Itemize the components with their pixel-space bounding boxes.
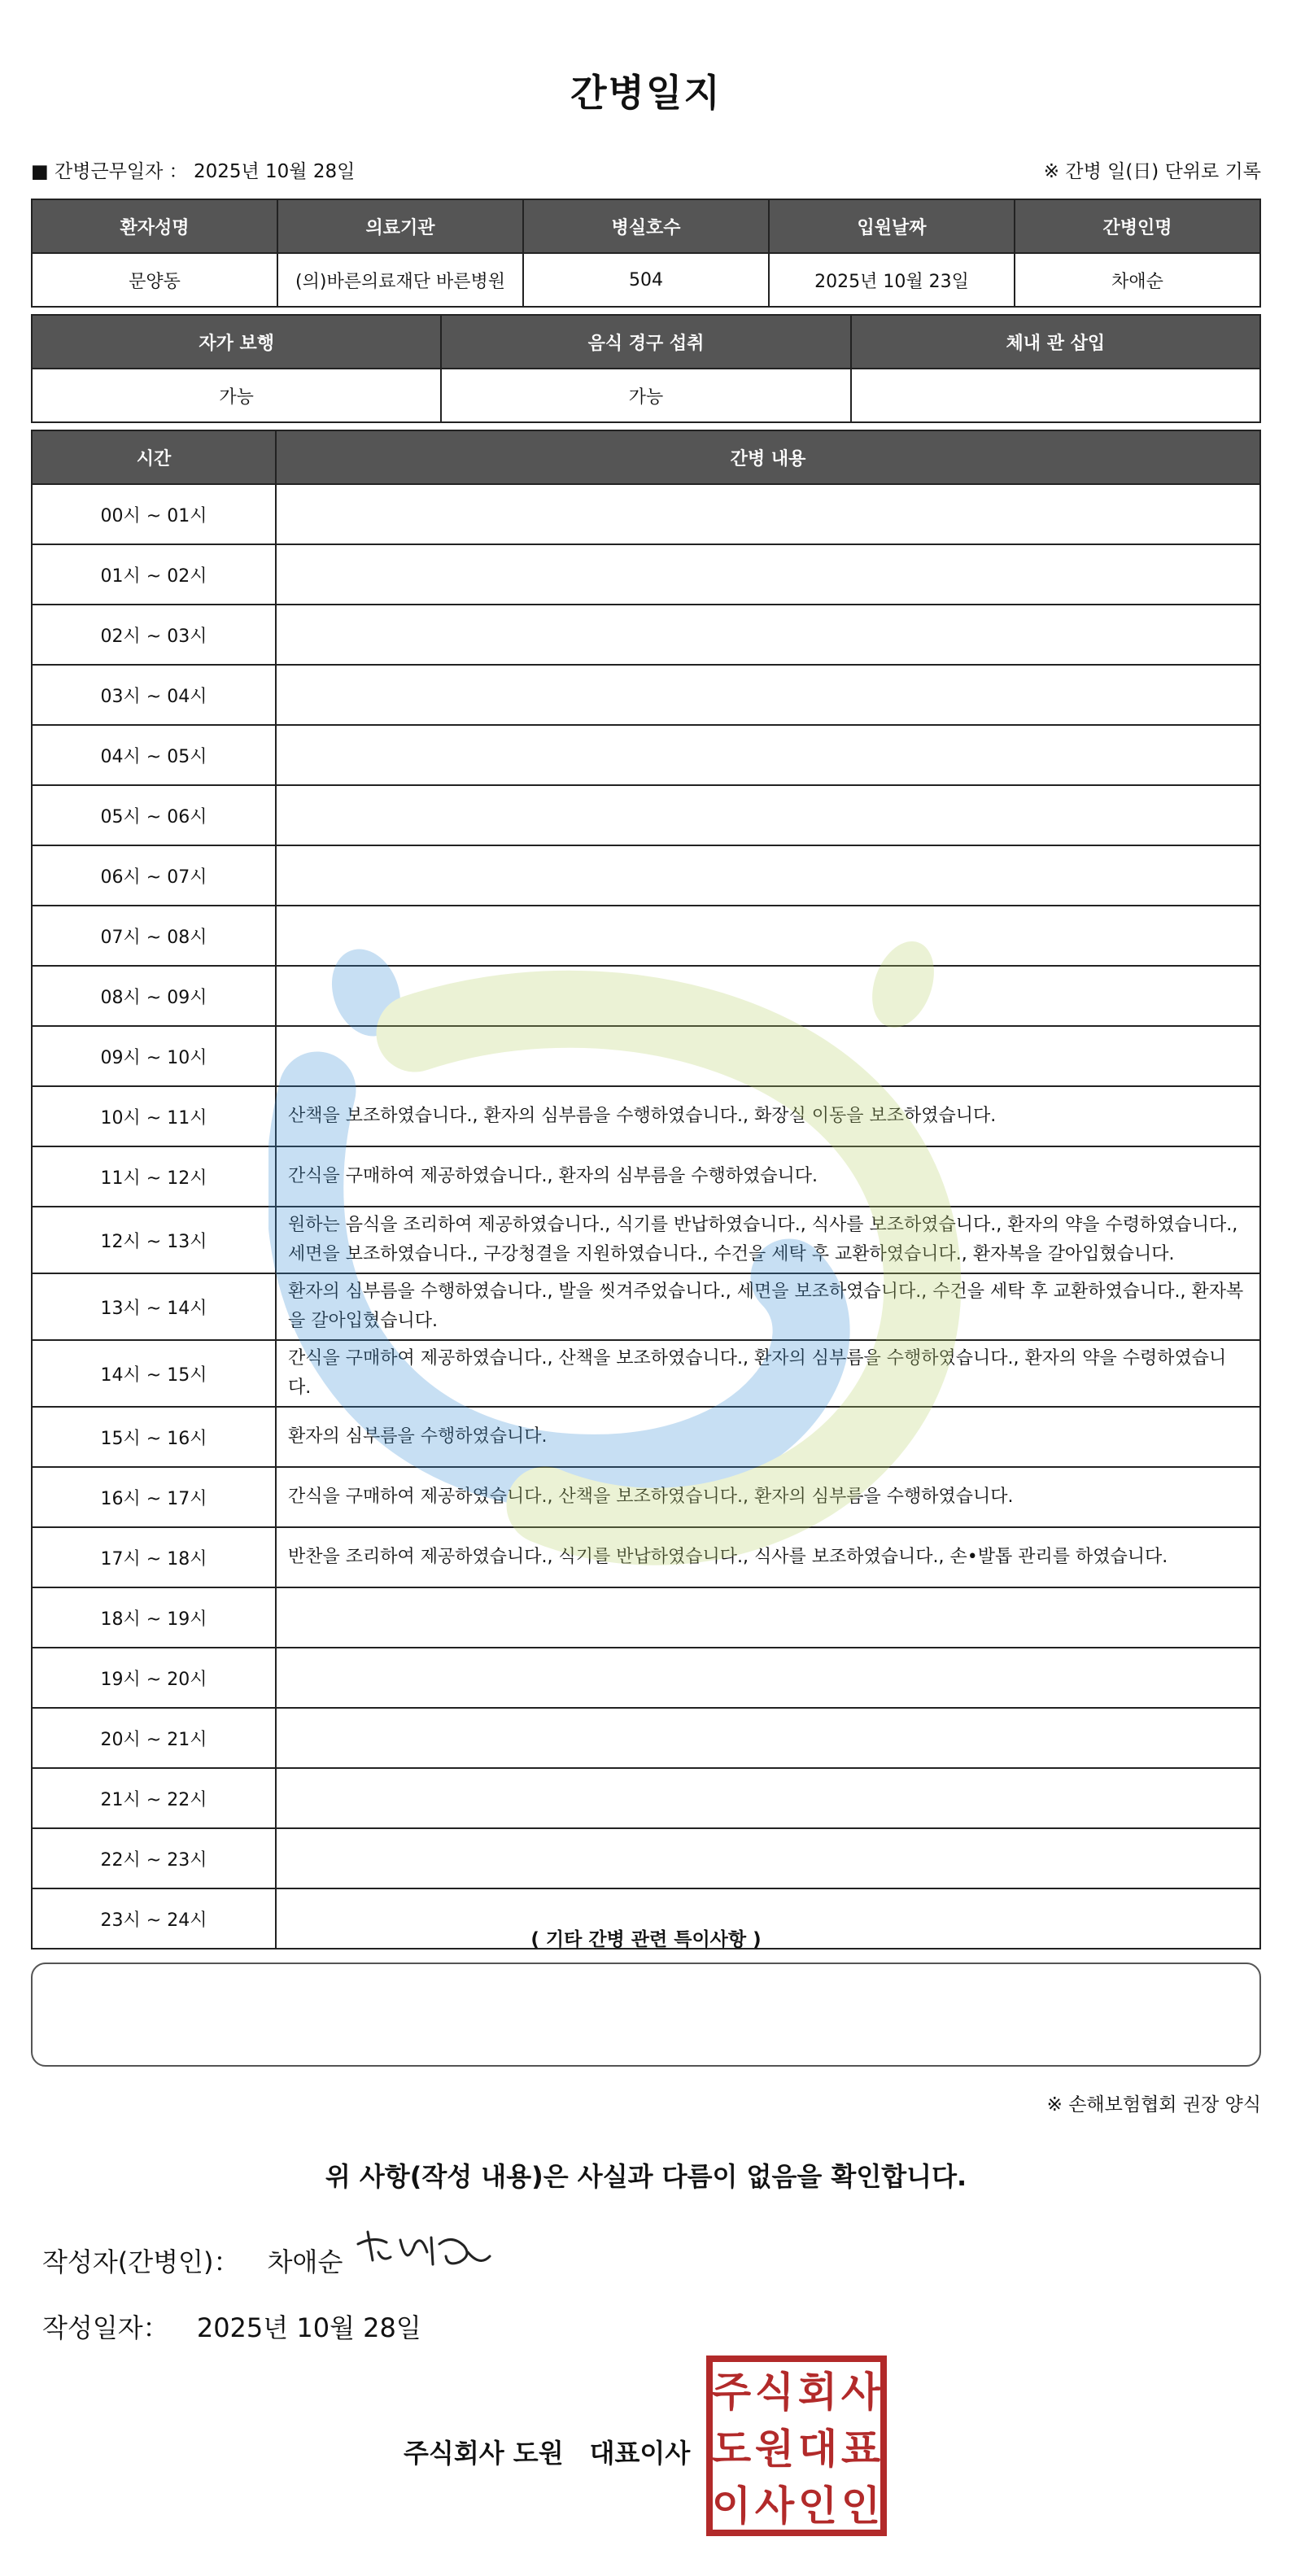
log-row [32, 1648, 1260, 1708]
log-row [32, 1207, 1260, 1273]
header-admission-date: 입원날짜 [769, 199, 1015, 253]
log-time: 22시 ~ 23시 [32, 1828, 276, 1888]
log-time: 02시 ~ 03시 [32, 605, 276, 665]
seal-character: 인 [797, 2482, 838, 2530]
header-time: 시간 [32, 430, 276, 484]
log-row [32, 1273, 1260, 1340]
header-care-content: 간병 내용 [276, 430, 1260, 484]
seal-character: 원 [754, 2425, 795, 2473]
walking-value: 가능 [32, 369, 441, 422]
log-content [276, 906, 1260, 966]
date-value: 2025년 10월 28일 [196, 2312, 421, 2343]
log-row [32, 1407, 1260, 1467]
remarks-title: ( 기타 간병 관련 특이사항 ) [530, 1929, 762, 1950]
log-row [32, 544, 1260, 605]
seal-character: 회 [797, 2369, 838, 2416]
log-time: 00시 ~ 01시 [32, 484, 276, 544]
author-row [42, 2242, 343, 2279]
oral-intake-value: 가능 [441, 369, 850, 422]
log-time: 04시 ~ 05시 [32, 725, 276, 785]
seal-character: 이 [711, 2482, 752, 2530]
tube-value [851, 369, 1260, 422]
log-row [32, 845, 1260, 906]
log-row [32, 1340, 1260, 1407]
company-seal-icon [706, 2356, 887, 2536]
log-content [276, 605, 1260, 665]
patient-name: 문양동 [32, 253, 277, 307]
log-time: 15시 ~ 16시 [32, 1407, 276, 1467]
patient-status-table [31, 314, 1261, 423]
log-content [276, 1026, 1260, 1086]
log-content [276, 544, 1260, 605]
log-content: 간식을 구매하여 제공하였습니다., 산책을 보조하였습니다., 환자의 심부름을 수행하였습니다., 환자의 약을 수령하였습니다. [276, 1340, 1260, 1407]
company-ceo: 주식회사 도원 대표이사 [404, 2438, 691, 2469]
log-time: 16시 ~ 17시 [32, 1467, 276, 1527]
log-time: 08시 ~ 09시 [32, 966, 276, 1026]
seal-character: 사 [754, 2482, 795, 2530]
log-content: 환자의 심부름을 수행하였습니다., 발을 씻겨주었습니다., 세면을 보조하였습니다., 수건을 세탁 후 교환하였습니다., 환자복을 갈아입혔습니다. [276, 1273, 1260, 1340]
log-row [32, 484, 1260, 544]
seal-character: 인 [840, 2482, 881, 2530]
header-hospital: 의료기관 [277, 199, 523, 253]
log-content [276, 665, 1260, 725]
unit-note: ※ 간병 일(日) 단위로 기록 [1043, 161, 1261, 182]
log-content: 원하는 음식을 조리하여 제공하였습니다., 식기를 반납하였습니다., 식사를 보조하였습니다., 환자의 약을 수령하였습니다., 세면을 보조하였습니다., 구강청결을 지원하였습니다., 수건을 세탁 후 교환하였습니다., 환자복을 갈아입혔습니다. [276, 1207, 1260, 1273]
hospital-name: (의)바른의료재단 바른병원 [277, 253, 523, 307]
log-row [32, 1587, 1260, 1648]
header-oral-intake: 음식 경구 섭취 [441, 315, 850, 369]
author-label: 작성자(간병인)： [42, 2246, 240, 2277]
log-row [32, 966, 1260, 1026]
date-label: 작성일자： [42, 2312, 169, 2343]
log-time: 14시 ~ 15시 [32, 1340, 276, 1407]
room-number: 504 [523, 253, 769, 307]
log-row [32, 1708, 1260, 1768]
log-time: 01시 ~ 02시 [32, 544, 276, 605]
log-content [276, 1587, 1260, 1648]
log-time: 19시 ~ 20시 [32, 1648, 276, 1708]
written-date-row [42, 2307, 421, 2345]
log-row [32, 1828, 1260, 1888]
log-content [276, 845, 1260, 906]
log-content [276, 966, 1260, 1026]
status-value-row [32, 369, 1260, 422]
log-row [32, 906, 1260, 966]
log-time: 23시 ~ 24시 [32, 1888, 276, 1949]
log-content [276, 1648, 1260, 1708]
seal-character: 식 [754, 2369, 795, 2416]
seal-character: 사 [840, 2369, 881, 2416]
work-date: ■ 간병근무일자 ： 2025년 10월 28일 [31, 161, 356, 182]
log-time: 03시 ~ 04시 [32, 665, 276, 725]
log-row [32, 1026, 1260, 1086]
log-time: 10시 ~ 11시 [32, 1086, 276, 1146]
header-tube: 체내 관 삽입 [851, 315, 1260, 369]
patient-info-table [31, 199, 1261, 308]
seal-character: 표 [840, 2425, 881, 2473]
status-header-row [32, 315, 1260, 369]
log-header-row [32, 430, 1260, 484]
log-time: 07시 ~ 08시 [32, 906, 276, 966]
log-time: 21시 ~ 22시 [32, 1768, 276, 1828]
caregiver-name: 차애순 [1015, 253, 1260, 307]
author-name: 차애순 [267, 2246, 343, 2277]
log-row [32, 1086, 1260, 1146]
log-content: 간식을 구매하여 제공하였습니다., 산책을 보조하였습니다., 환자의 심부름을 수행하였습니다. [276, 1467, 1260, 1527]
log-row [32, 1768, 1260, 1828]
hourly-log-table [31, 430, 1261, 1949]
log-content [276, 1828, 1260, 1888]
header-walking: 자가 보행 [32, 315, 441, 369]
log-content [276, 1768, 1260, 1828]
header-caregiver: 간병인명 [1015, 199, 1260, 253]
log-time: 09시 ~ 10시 [32, 1026, 276, 1086]
log-row [32, 1146, 1260, 1207]
patient-value-row [32, 253, 1260, 307]
handwritten-signature-icon [350, 2220, 496, 2277]
log-time: 11시 ~ 12시 [32, 1146, 276, 1207]
log-row [32, 785, 1260, 845]
log-row [32, 1467, 1260, 1527]
log-content: 간식을 구매하여 제공하였습니다., 환자의 심부름을 수행하였습니다. [276, 1146, 1260, 1207]
confirmation-statement: 위 사항(작성 내용)은 사실과 다름이 없음을 확인합니다. [325, 2161, 967, 2192]
header-room: 병실호수 [523, 199, 769, 253]
log-row [32, 605, 1260, 665]
source-note: ※ 손해보험협회 권장 양식 [1046, 2094, 1261, 2115]
log-time: 12시 ~ 13시 [32, 1207, 276, 1273]
log-content: 환자의 심부름을 수행하였습니다. [276, 1407, 1260, 1467]
log-content [276, 725, 1260, 785]
seal-character: 주 [711, 2369, 752, 2416]
log-time: 17시 ~ 18시 [32, 1527, 276, 1587]
document-title: 간병일지 [570, 71, 722, 115]
header-patient-name: 환자성명 [32, 199, 277, 253]
seal-character: 대 [797, 2425, 838, 2473]
admission-date: 2025년 10월 23일 [769, 253, 1015, 307]
log-row [32, 665, 1260, 725]
log-content: 산책을 보조하였습니다., 환자의 심부름을 수행하였습니다., 화장실 이동을 보조하였습니다. [276, 1086, 1260, 1146]
log-content: 반찬을 조리하여 제공하였습니다., 식기를 반납하였습니다., 식사를 보조하였습니다., 손•발톱 관리를 하였습니다. [276, 1527, 1260, 1587]
log-time: 20시 ~ 21시 [32, 1708, 276, 1768]
log-content [276, 785, 1260, 845]
log-time: 18시 ~ 19시 [32, 1587, 276, 1648]
log-time: 06시 ~ 07시 [32, 845, 276, 906]
log-content [276, 484, 1260, 544]
log-row [32, 1527, 1260, 1587]
seal-character: 도 [711, 2425, 752, 2473]
patient-header-row [32, 199, 1260, 253]
remarks-box [31, 1963, 1261, 2067]
log-content [276, 1708, 1260, 1768]
log-row [32, 725, 1260, 785]
log-time: 05시 ~ 06시 [32, 785, 276, 845]
log-time: 13시 ~ 14시 [32, 1273, 276, 1340]
